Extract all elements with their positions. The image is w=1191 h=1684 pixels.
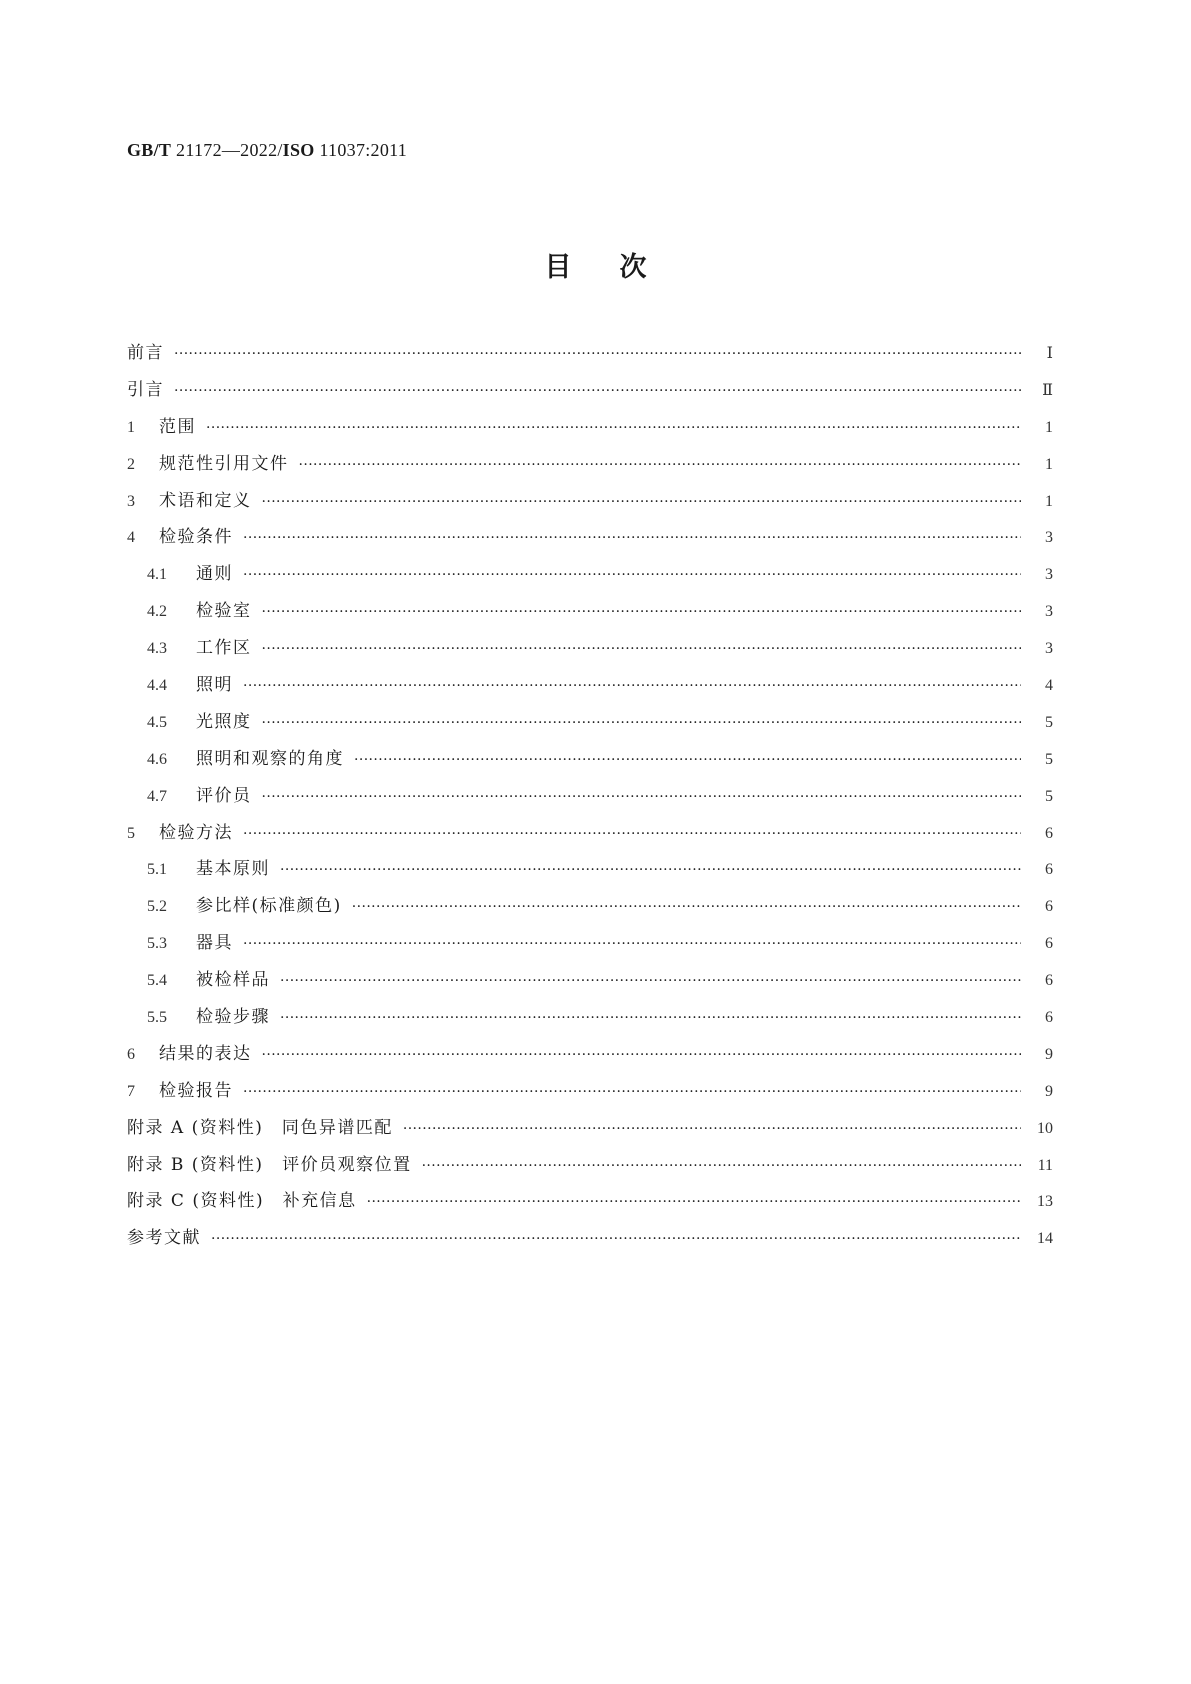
toc-entry-page: 6 [1045,935,1053,953]
toc-dot-leader [354,753,1021,767]
toc-entry-page: 9 [1045,1045,1053,1063]
toc-entry-page: Ⅰ [1046,345,1053,362]
toc-dot-leader [243,1085,1021,1099]
toc-entry-page: 1 [1045,418,1053,436]
toc-entry[interactable] [127,522,1053,559]
toc-entry[interactable] [127,707,1053,744]
toc-entry-label: 被检样品 [196,970,270,991]
toc-dot-leader [262,790,1022,804]
toc-entry-number: 6 [127,1045,135,1063]
toc-dot-leader [243,531,1021,545]
toc-entry[interactable] [127,854,1053,891]
toc-entry[interactable] [127,412,1053,449]
toc-entry-number: 5 [127,824,135,842]
toc-entry-label: 基本原则 [196,859,270,880]
toc-entry-page: 1 [1045,455,1053,473]
header-code-prefix: GB/T [127,140,172,160]
toc-entry-page: 6 [1045,898,1053,916]
toc-entry[interactable] [127,670,1053,707]
toc-entry-page: 6 [1045,824,1053,842]
toc-dot-leader [262,1048,1022,1062]
toc-entry-label: 参比样(标准颜色) [196,896,342,917]
toc-entry-number: 4 [127,529,135,547]
toc-dot-leader [262,642,1022,656]
toc-entry-label: 检验步骤 [196,1007,270,1028]
toc-entry-number: 5.2 [147,898,167,916]
toc-entry-label: 结果的表达 [159,1043,252,1064]
toc-entry-page: 14 [1037,1230,1053,1248]
toc-entry-page: 3 [1045,529,1053,547]
toc-entry-number: 4.7 [147,787,167,805]
toc-dot-leader [262,716,1022,730]
toc-entry-label: 通则 [196,564,233,585]
toc-entry-label: 检验报告 [159,1080,233,1101]
toc-dot-leader [243,679,1021,693]
toc-entry[interactable] [127,559,1053,596]
toc-entry[interactable] [127,1186,1053,1223]
toc-entry-page: 10 [1037,1119,1053,1137]
toc-dot-leader [367,1195,1021,1209]
toc-entry-page: 5 [1045,787,1053,805]
toc-entry[interactable] [127,891,1053,928]
toc-entry-page: 4 [1045,677,1053,695]
toc-dot-leader [262,495,1022,509]
toc-entry[interactable] [127,449,1053,486]
toc-entry-label: 附录 A (资料性) 同色异谱匹配 [127,1117,393,1138]
toc-entry-page: 9 [1045,1082,1053,1100]
toc-entry-page: 6 [1045,972,1053,990]
toc-entry-number: 7 [127,1082,135,1100]
toc-entry-page: 3 [1045,603,1053,621]
toc-entry-label: 范围 [159,416,196,437]
toc-entry-label: 术语和定义 [159,490,252,511]
toc-dot-leader [243,937,1021,951]
toc-entry-number: 4.5 [147,713,167,731]
toc-entry-label: 规范性引用文件 [159,453,289,474]
toc-entry-number: 5.4 [147,972,167,990]
toc-entry-page: 6 [1045,1009,1053,1027]
toc-entry-label: 器具 [196,933,233,954]
toc-entry-number: 3 [127,492,135,510]
toc-entry-page: 3 [1045,566,1053,584]
toc-entry-label: 前言 [127,343,164,363]
toc-dot-leader [280,974,1021,988]
toc-entry[interactable] [127,928,1053,965]
header-iso-number: 11037:2011 [319,140,408,160]
toc-entry-label: 检验方法 [159,822,233,843]
toc-entry[interactable] [127,744,1053,781]
toc-dot-leader [280,863,1021,877]
toc-entry-label: 工作区 [196,638,252,659]
toc-entry[interactable] [127,1039,1053,1076]
toc-entry[interactable] [127,596,1053,633]
toc-dot-leader [262,605,1022,619]
toc-dot-leader [280,1011,1021,1025]
toc-entry-page: 3 [1045,640,1053,658]
toc-entry-number: 2 [127,455,135,473]
toc-entry[interactable] [127,965,1053,1002]
toc-dot-leader [211,1232,1021,1246]
toc-entry[interactable] [127,375,1053,412]
toc-dot-leader [422,1159,1021,1173]
toc-dot-leader [403,1122,1021,1136]
toc-entry-number: 4.6 [147,750,167,768]
toc-entry-label: 参考文献 [127,1228,201,1249]
toc-entry-label: 照明和观察的角度 [196,748,344,769]
toc-entry[interactable] [127,1150,1053,1187]
table-of-contents [127,338,1053,1260]
toc-entry-label: 光照度 [196,711,252,732]
toc-entry[interactable] [127,486,1053,523]
toc-entry-number: 4.3 [147,640,167,658]
toc-dot-leader [299,458,1022,472]
toc-entry[interactable] [127,1002,1053,1039]
toc-entry-number: 5.1 [147,861,167,879]
toc-entry-page: Ⅱ [1042,381,1053,399]
header-iso-prefix: ISO [282,140,315,160]
toc-entry-page: 13 [1037,1193,1053,1211]
toc-entry[interactable] [127,1113,1053,1150]
toc-entry-number: 5.3 [147,935,167,953]
toc-entry-page: 6 [1045,861,1053,879]
toc-entry-label: 照明 [196,675,233,696]
toc-entry-page: 1 [1045,492,1053,510]
toc-title: 目次 [544,252,695,283]
toc-entry-label: 检验室 [196,601,252,622]
toc-entry[interactable] [127,1076,1053,1113]
toc-entry-label: 评价员 [196,785,252,806]
toc-entry[interactable] [127,633,1053,670]
toc-entry-number: 4.4 [147,677,167,695]
toc-entry[interactable] [127,338,1053,375]
toc-entry[interactable] [127,781,1053,818]
toc-entry-page: 5 [1045,713,1053,731]
toc-dot-leader [243,568,1021,582]
toc-dot-leader [243,827,1021,841]
toc-dot-leader [174,384,1021,398]
toc-dot-leader [352,900,1021,914]
toc-entry-number: 4.1 [147,566,167,584]
toc-dot-leader [206,421,1021,435]
toc-entry-page: 11 [1037,1156,1053,1174]
toc-entry-number: 1 [127,418,135,436]
toc-entry-label: 附录 B (资料性) 评价员观察位置 [127,1154,412,1175]
toc-entry-number: 5.5 [147,1009,167,1027]
standard-number-header [127,140,407,161]
toc-entry-number: 4.2 [147,603,167,621]
toc-entry-label: 检验条件 [159,527,233,548]
toc-entry[interactable] [127,1223,1053,1260]
toc-entry[interactable] [127,818,1053,855]
toc-entry-label: 引言 [127,379,164,400]
header-code-number: 21172—2022/ [176,140,283,160]
toc-dot-leader [174,347,1021,361]
toc-entry-page: 5 [1045,750,1053,768]
toc-entry-label: 附录 C (资料性) 补充信息 [127,1191,357,1212]
